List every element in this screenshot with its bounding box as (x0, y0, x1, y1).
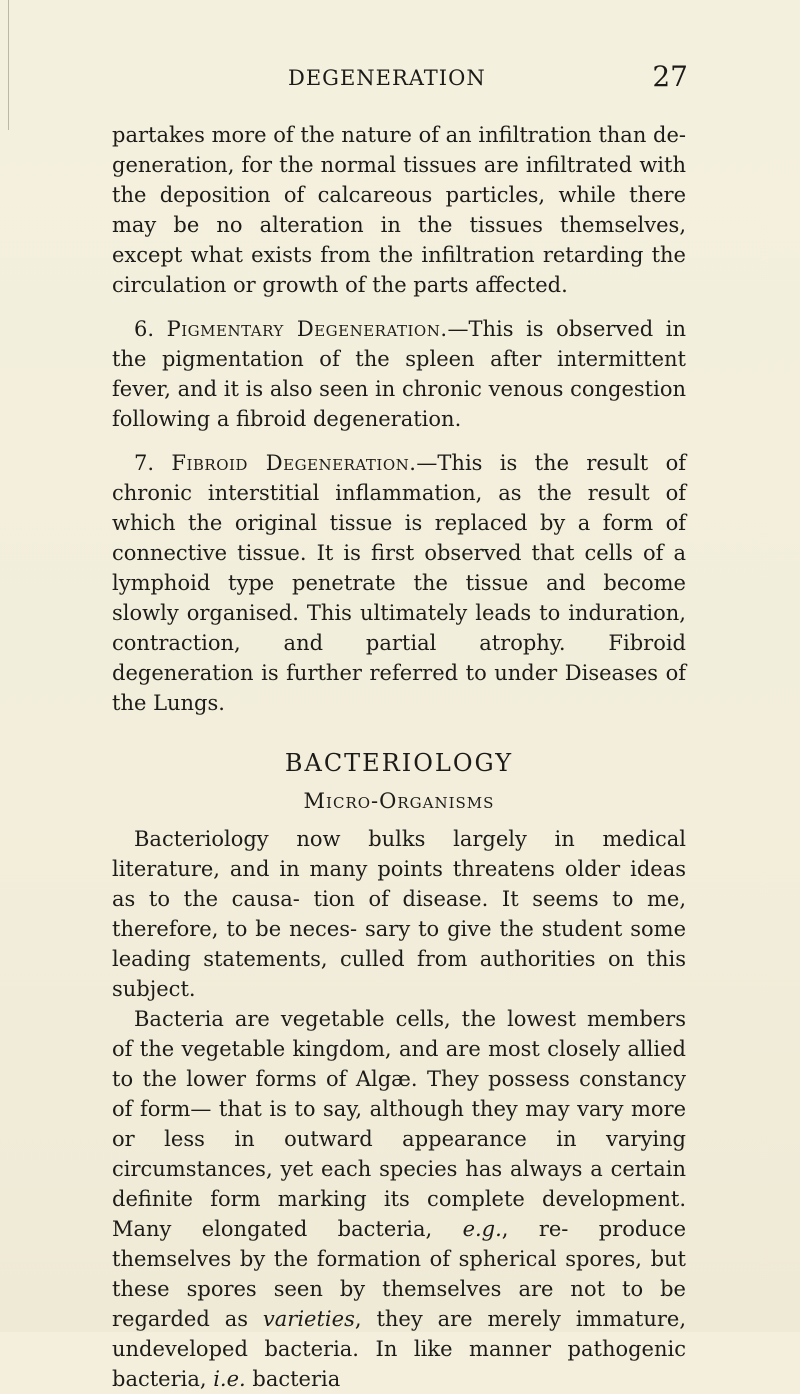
body-text (112, 120, 686, 1394)
paragraph-text: —This is the result of chronic interstitial inflammation, as the result of which the original tissue is replaced by a form of connective tissue. It is first observed that cells of a lymphoid type penetrate the tissue and become slowly organised. This ultimately leads to induration, contraction, and partial atrophy. Fibroid degeneration is further referred to under Diseases of the Lungs. (112, 451, 686, 715)
paragraph-text: bacteria (245, 1367, 341, 1391)
page-number: 27 (652, 60, 688, 93)
paragraph-calcareous (112, 120, 686, 300)
section-title: BACTERIOLOGY (284, 749, 514, 777)
paragraph-text: , they are merely immature, undeveloped bacteria. In like manner pathogenic bacteria, (112, 1307, 686, 1391)
paragraph-text: , re- produce themselves by the formation of spherical spores, but these spores seen by themselves are not to be regarded as (112, 1217, 686, 1331)
paragraph-fibroid-degeneration (112, 448, 686, 718)
running-head: DEGENERATION (288, 66, 486, 90)
section-subtitle: Micro-Organisms (303, 789, 495, 813)
subsection-heading: Fibroid Degeneration. (171, 451, 417, 475)
italic-eg: e.g. (462, 1217, 502, 1241)
italic-ie: i.e. (213, 1367, 246, 1391)
paragraph-bacteriology-intro (112, 824, 686, 1004)
paragraph-text: —This is observed in the pigmentation of the spleen after intermittent fever, and it is also seen in chronic venous congestion following a fibroid degeneration. (112, 317, 686, 431)
paragraph-text: partakes more of the nature of an infiltration than de- generation, for the normal tissues are infiltrated with the deposition of calcareous particles, while there may be no alteration in the tissues themselves, except what exists from the infiltration retarding the circulation or growth of the parts affected. (112, 123, 686, 297)
page-edge-line (8, 0, 9, 130)
paragraph-text: Bacteria are vegetable cells, the lowest members of the vegetable kingdom, and are most closely allied to the lower forms of Algæ. They possess constancy of form— that is to say, although they may vary more or less in outward appearance in varying circumstances, yet each species has always a certain definite form marking its complete development. Many elongated bacteria, (112, 1007, 686, 1241)
paragraph-text: Bacteriology now bulks largely in medical literature, and in many points threatens older ideas as to the causa- tion of disease. It seems to me, therefore, to be neces- sary to give the student some leading statements, culled from authorities on this subject. (112, 827, 686, 1001)
item-number: 6. (134, 317, 155, 341)
paragraph-bacteria-definition (112, 1004, 686, 1394)
page-header (110, 60, 688, 96)
subsection-heading: Pigmentary Degeneration. (166, 317, 448, 341)
paragraph-pigmentary-degeneration (112, 314, 686, 434)
item-number: 7. (134, 451, 155, 475)
italic-varieties: varieties (262, 1307, 355, 1331)
